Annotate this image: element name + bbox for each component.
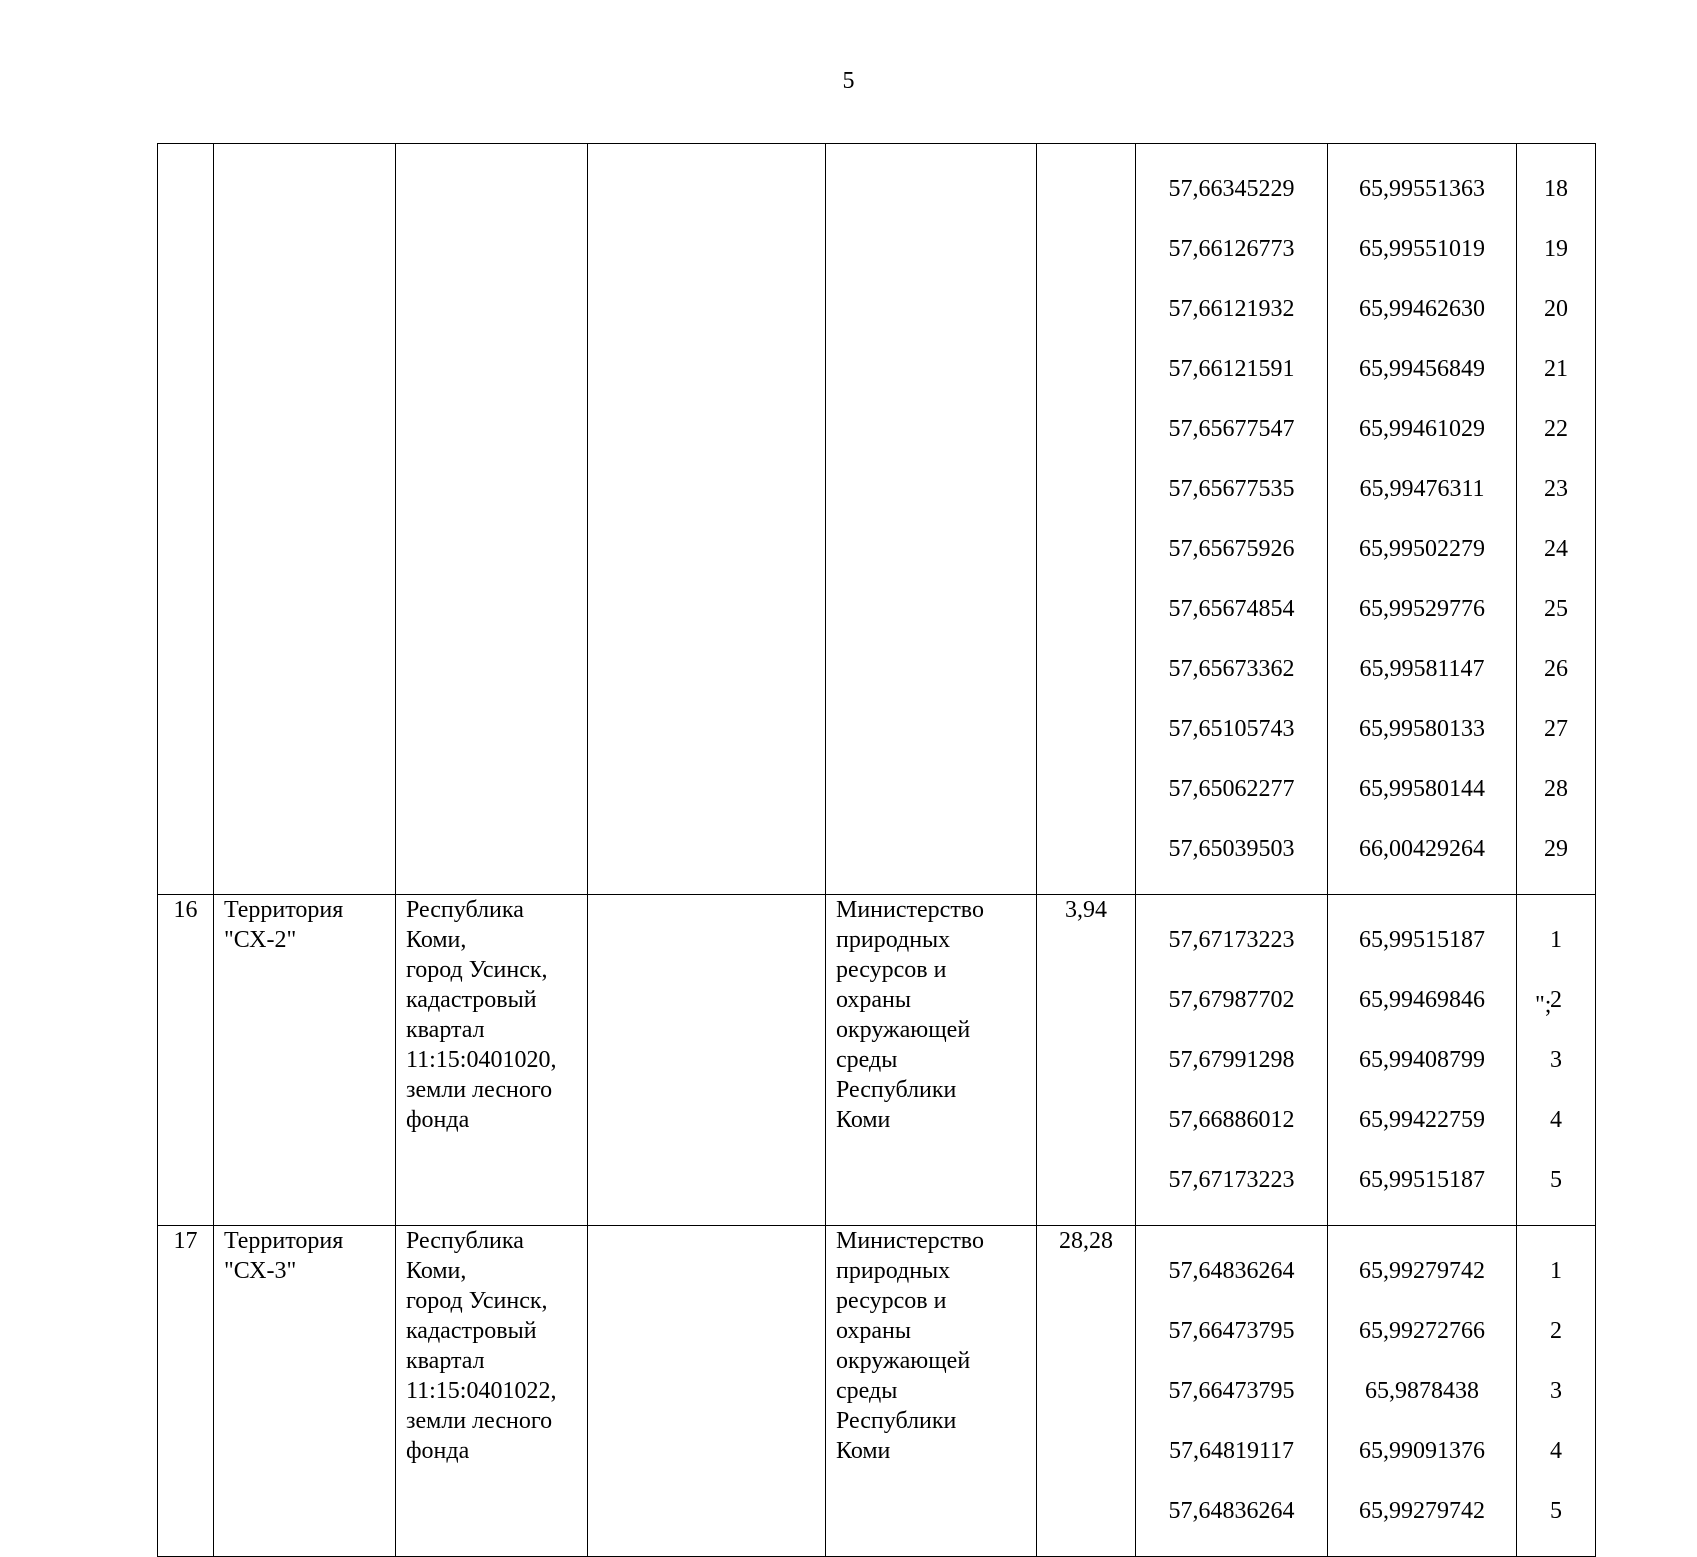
area-cell: 3,94 bbox=[1037, 895, 1136, 1226]
point-number: 26 bbox=[1544, 656, 1568, 682]
y-coordinate: 65,99476311 bbox=[1359, 476, 1485, 502]
x-coordinate: 57,66473795 bbox=[1168, 1378, 1295, 1404]
table-row bbox=[158, 1226, 1596, 1557]
point-numbers-cell bbox=[1517, 895, 1596, 1226]
y-coordinate: 65,99422759 bbox=[1359, 1107, 1485, 1133]
y-coordinate: 65,99279742 bbox=[1359, 1498, 1485, 1524]
x-coordinate: 57,66473795 bbox=[1168, 1318, 1295, 1344]
y-coordinates-cell bbox=[1328, 144, 1517, 895]
point-number: 27 bbox=[1544, 716, 1568, 742]
point-number: 24 bbox=[1544, 536, 1568, 562]
point-number: 1 bbox=[1550, 927, 1562, 953]
point-number: 1 bbox=[1550, 1258, 1562, 1284]
y-coordinate: 65,9878438 bbox=[1365, 1378, 1479, 1404]
x-coordinate: 57,65677547 bbox=[1168, 416, 1295, 442]
row-number-cell: 16 bbox=[158, 895, 214, 1226]
y-coordinate: 65,99091376 bbox=[1359, 1438, 1485, 1464]
x-coordinates-cell bbox=[1136, 895, 1328, 1226]
empty-cell bbox=[588, 895, 826, 1226]
point-number: 2 bbox=[1550, 987, 1562, 1013]
x-coordinate: 57,66886012 bbox=[1168, 1107, 1295, 1133]
location-cell: Республика Коми, город Усинск, кадастровый квартал 11:15:0401022, земли лесного фонда bbox=[396, 1226, 588, 1557]
point-number: 18 bbox=[1544, 176, 1568, 202]
point-number: 25 bbox=[1544, 596, 1568, 622]
x-coordinate: 57,65675926 bbox=[1168, 536, 1295, 562]
page-number: 5 bbox=[842, 68, 855, 94]
x-coordinate: 57,66126773 bbox=[1168, 236, 1295, 262]
table-row bbox=[158, 144, 1596, 895]
point-number: 3 bbox=[1550, 1378, 1562, 1404]
x-coordinate: 57,65105743 bbox=[1168, 716, 1295, 742]
x-coordinate: 57,64819117 bbox=[1168, 1438, 1295, 1464]
row-number-cell: 17 bbox=[158, 1226, 214, 1557]
authority-cell: Министерство природных ресурсов и охраны окружающей среды Республики Коми bbox=[826, 895, 1037, 1226]
y-coordinates-cell bbox=[1328, 1226, 1517, 1557]
y-coordinate: 65,99461029 bbox=[1359, 416, 1485, 442]
point-number: 4 bbox=[1550, 1107, 1562, 1133]
y-coordinate: 65,99515187 bbox=[1359, 1167, 1485, 1193]
x-coordinate: 57,64836264 bbox=[1168, 1258, 1295, 1284]
x-coordinates-cell bbox=[1136, 1226, 1328, 1557]
point-numbers-cell bbox=[1517, 1226, 1596, 1557]
x-coordinate: 57,67991298 bbox=[1168, 1047, 1295, 1073]
y-coordinate: 65,99502279 bbox=[1359, 536, 1485, 562]
authority-cell bbox=[826, 144, 1037, 895]
authority-cell: Министерство природных ресурсов и охраны окружающей среды Республики Коми bbox=[826, 1226, 1037, 1557]
y-coordinate: 65,99408799 bbox=[1359, 1047, 1485, 1073]
y-coordinate: 65,99529776 bbox=[1359, 596, 1485, 622]
territory-name-cell: Территория "СХ-2" bbox=[214, 895, 396, 1226]
y-coordinate: 65,99469846 bbox=[1359, 987, 1485, 1013]
x-coordinate: 57,65677535 bbox=[1168, 476, 1295, 502]
x-coordinate: 57,66121932 bbox=[1168, 296, 1295, 322]
point-number: 5 bbox=[1550, 1498, 1562, 1524]
point-number: 28 bbox=[1544, 776, 1568, 802]
y-coordinate: 65,99272766 bbox=[1359, 1318, 1485, 1344]
x-coordinate: 57,67173223 bbox=[1168, 1167, 1295, 1193]
row-number-cell bbox=[158, 144, 214, 895]
point-number: 20 bbox=[1544, 296, 1568, 322]
x-coordinate: 57,65674854 bbox=[1168, 596, 1295, 622]
location-cell: Республика Коми, город Усинск, кадастровый квартал 11:15:0401020, земли лесного фонда bbox=[396, 895, 588, 1226]
empty-cell bbox=[588, 1226, 826, 1557]
y-coordinate: 65,99551363 bbox=[1359, 176, 1485, 202]
point-number: 3 bbox=[1550, 1047, 1562, 1073]
point-number: 5 bbox=[1550, 1167, 1562, 1193]
y-coordinate: 65,99581147 bbox=[1359, 656, 1485, 682]
y-coordinate: 65,99279742 bbox=[1359, 1258, 1485, 1284]
y-coordinate: 65,99515187 bbox=[1359, 927, 1485, 953]
y-coordinate: 65,99580133 bbox=[1359, 716, 1485, 742]
y-coordinate: 65,99551019 bbox=[1359, 236, 1485, 262]
x-coordinate: 57,66121591 bbox=[1168, 356, 1295, 382]
location-cell bbox=[396, 144, 588, 895]
x-coordinate: 57,67987702 bbox=[1168, 987, 1295, 1013]
point-numbers-cell bbox=[1517, 144, 1596, 895]
territory-name-cell bbox=[214, 144, 396, 895]
territory-table bbox=[157, 143, 1596, 1557]
point-number: 21 bbox=[1544, 356, 1568, 382]
territory-name-cell: Территория "СХ-3" bbox=[214, 1226, 396, 1557]
y-coordinate: 65,99456849 bbox=[1359, 356, 1485, 382]
point-number: 22 bbox=[1544, 416, 1568, 442]
y-coordinate: 66,00429264 bbox=[1359, 836, 1485, 862]
y-coordinate: 65,99462630 bbox=[1359, 296, 1485, 322]
y-coordinates-cell bbox=[1328, 895, 1517, 1226]
point-number: 29 bbox=[1544, 836, 1568, 862]
area-cell: 28,28 bbox=[1037, 1226, 1136, 1557]
x-coordinate: 57,65673362 bbox=[1168, 656, 1295, 682]
point-number: 19 bbox=[1544, 236, 1568, 262]
empty-cell bbox=[588, 144, 826, 895]
table-row bbox=[158, 895, 1596, 1226]
x-coordinate: 57,65039503 bbox=[1168, 836, 1295, 862]
point-number: 23 bbox=[1544, 476, 1568, 502]
closing-quote-mark: "; bbox=[1535, 992, 1552, 1018]
y-coordinate: 65,99580144 bbox=[1359, 776, 1485, 802]
point-number: 4 bbox=[1550, 1438, 1562, 1464]
area-cell bbox=[1037, 144, 1136, 895]
x-coordinate: 57,64836264 bbox=[1168, 1498, 1295, 1524]
x-coordinate: 57,67173223 bbox=[1168, 927, 1295, 953]
x-coordinates-cell bbox=[1136, 144, 1328, 895]
x-coordinate: 57,65062277 bbox=[1168, 776, 1295, 802]
point-number: 2 bbox=[1550, 1318, 1562, 1344]
x-coordinate: 57,66345229 bbox=[1168, 176, 1295, 202]
